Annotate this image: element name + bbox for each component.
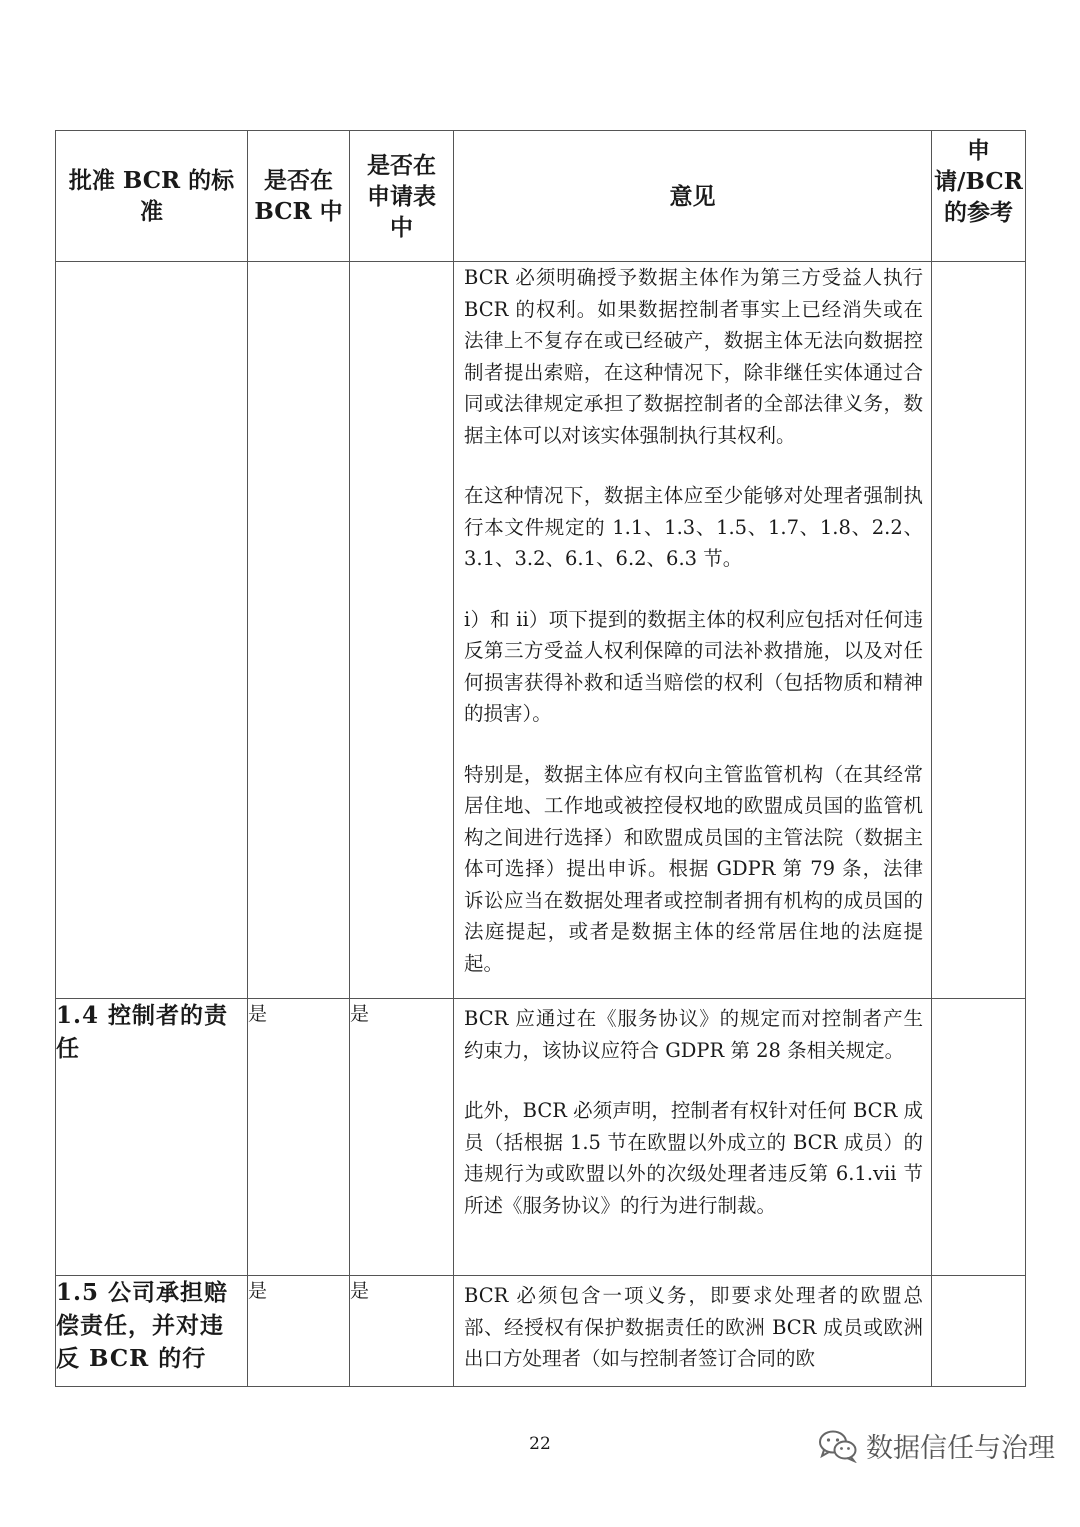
header-in-form: 是否在申请表中 [350,131,454,262]
wechat-icon [818,1429,858,1463]
criteria-cell: 1.5 公司承担赔偿责任，并对违反 BCR 的行 [56,1276,248,1387]
comment-paragraph: 特别是，数据主体应有权向主管监管机构（在其经常居住地、工作地或被控侵权地的欧盟成员国的监管机构之间进行选择）和欧盟成员国的主管法院（数据主体可选择）提出申诉。根据 GDPR 第 79 条，法律诉讼应当在数据处理者或控制者拥有机构的成员国的法庭提起，或者是数据主体的经常居住地的法庭提起。 [464,762,923,975]
comment-paragraph: BCR 必须明确授予数据主体作为第三方受益人执行 BCR 的权利。如果数据控制者事实上已经消失或在法律上不复存在或已经破产，数据主体无法向数据控制者提出索赔，在这种情况下，除非继任实体通过合同或法律规定承担了数据控制者的全部法律义务，数据主体可以对该实体强制执行其权利。 [464,266,923,447]
table-row [56,262,1026,999]
in-form-cell: 是 [350,999,454,1276]
header-comments: 意见 [454,131,932,262]
watermark [818,1426,1055,1465]
header-reference: 申请/BCR的参考 [932,131,1026,262]
criteria-cell: 1.4 控制者的责任 [56,999,248,1276]
table-row [56,999,1026,1276]
reference-cell [932,999,1026,1276]
comments-cell [454,262,932,999]
reference-cell [932,1276,1026,1387]
comment-paragraph: BCR 应通过在《服务协议》的规定而对控制者产生约束力，该协议应符合 GDPR 第 28 条相关规定。 [464,1007,923,1062]
table-row [56,1276,1026,1387]
comment-paragraph: i）和 ii）项下提到的数据主体的权利应包括对任何违反第三方受益人权利保障的司法补救措施，以及对任何损害获得补救和适当赔偿的权利（包括物质和精神的损害）。 [464,607,923,725]
comments-cell [454,999,932,1276]
header-criteria: 批准 BCR 的标准 [56,131,248,262]
page-number: 22 [529,1434,551,1454]
comment-paragraph: BCR 必须包含一项义务，即要求处理者的欧盟总部、经授权有保护数据责任的欧洲 BCR 成员或欧洲出口方处理者（如与控制者签订合同的欧 [464,1284,923,1370]
comment-paragraph: 在这种情况下，数据主体应至少能够对处理者强制执行本文件规定的 1.1、1.3、1.5、1.7、1.8、2.2、3.1、3.2、6.1、6.2、6.3 节。 [464,484,923,570]
table-header-row [56,131,1026,262]
header-in-bcr: 是否在 BCR 中 [248,131,350,262]
in-form-cell [350,262,454,999]
bcr-criteria-table [55,130,1026,1387]
watermark-text: 数据信任与治理 [866,1433,1055,1464]
comments-cell [454,1276,932,1387]
comment-paragraph: 此外，BCR 必须声明，控制者有权针对任何 BCR 成员（括根据 1.5 节在欧盟以外成立的 BCR 成员）的违规行为或欧盟以外的次级处理者违反第 6.1.vii 节所述《服务协议》的行为进行制裁。 [464,1099,923,1217]
reference-cell [932,262,1026,999]
criteria-cell [56,262,248,999]
in-bcr-cell: 是 [248,1276,350,1387]
in-bcr-cell: 是 [248,999,350,1276]
in-bcr-cell [248,262,350,999]
in-form-cell: 是 [350,1276,454,1387]
